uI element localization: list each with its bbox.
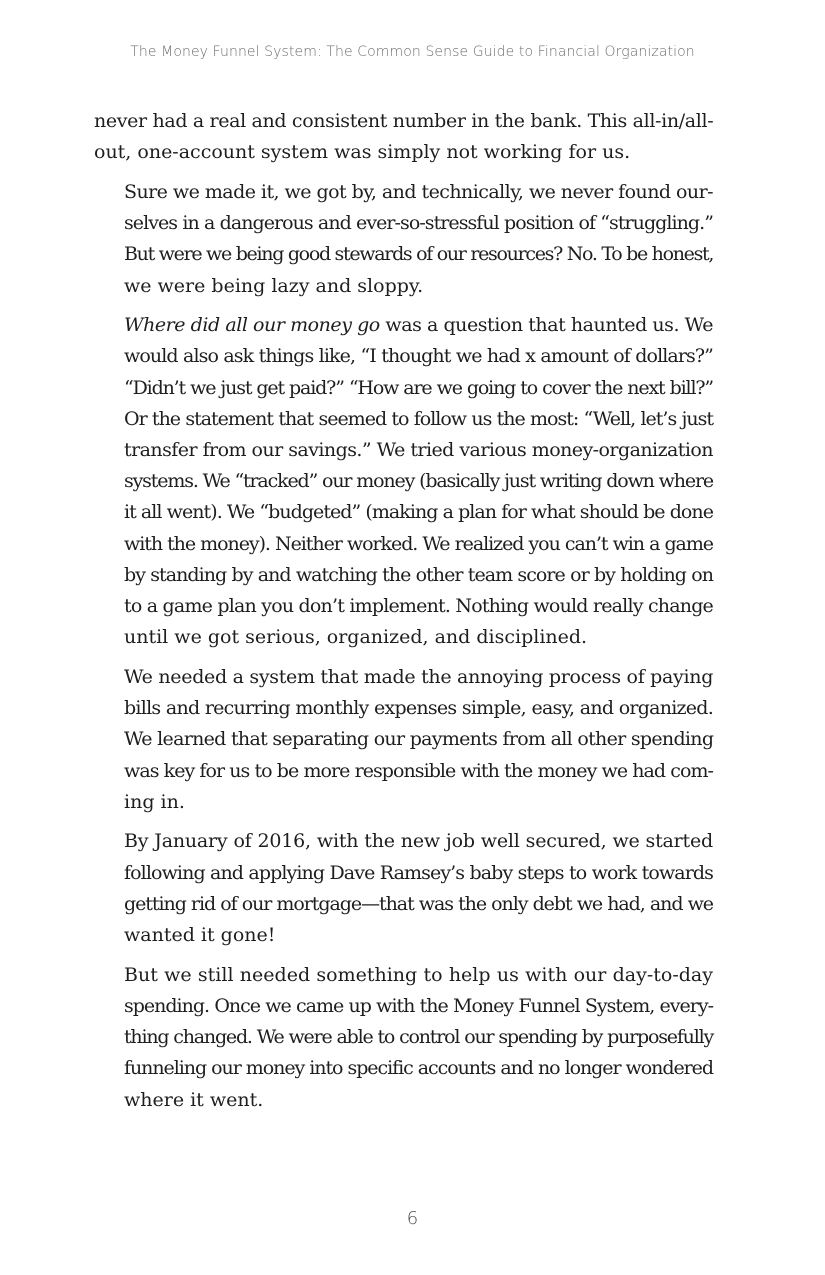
text-line: we were being lazy and sloppy. <box>124 274 424 297</box>
text-line: spending. Once we came up with the Money Funnel System, every- <box>124 994 713 1017</box>
paragraph <box>94 960 713 1116</box>
paragraph <box>94 106 713 168</box>
text-line: Sure we made it, we got by, and technically, we never found our- <box>124 180 713 203</box>
text-run: was a question that haunted us. We <box>379 314 713 337</box>
text-line: it all went). We “budgeted” (making a plan for what should be done <box>124 501 713 524</box>
text-line: funneling our money into specific accounts and no longer wondered <box>124 1057 713 1080</box>
text-line: transfer from our savings.” We tried various money-organization <box>124 439 713 462</box>
text-line: never had a real and consistent number in the bank. This all-in/all- <box>94 110 714 132</box>
text-line: would also ask things like, “I thought we had x amount of dollars?” <box>124 345 713 368</box>
text-line: ing in. <box>124 790 185 813</box>
text-line: wanted it gone! <box>124 924 276 947</box>
text-line: thing changed. We were able to control our spending by purposefully <box>124 1026 713 1049</box>
text-line: selves in a dangerous and ever-so-stressful position of “struggling.” <box>124 212 713 235</box>
text-line: was key for us to be more responsible with the money we had com- <box>124 759 713 782</box>
text-line: By January of 2016, with the new job well secured, we started <box>124 830 713 853</box>
paragraph <box>94 310 713 653</box>
text-line: where it went. <box>124 1088 264 1111</box>
text-line: But we still needed something to help us with our day-to-day <box>124 963 713 986</box>
text-line <box>94 310 713 341</box>
text-line: “Didn’t we just get paid?” “How are we going to cover the next bill?” <box>124 376 713 399</box>
text-line: We learned that separating our payments from all other spending <box>124 728 714 751</box>
text-line: Or the statement that seemed to follow us the most: “Well, let’s just <box>124 407 713 430</box>
text-line: systems. We “tracked” our money (basically just writing down where <box>124 470 713 493</box>
text-line: to a game plan you don’t implement. Nothing would really change <box>124 595 713 618</box>
page-number: 6 <box>406 1208 419 1229</box>
text-line: We needed a system that made the annoying process of paying <box>124 665 714 688</box>
running-head: The Money Funnel System: The Common Sense Guide to Financial Organization <box>130 44 695 60</box>
text-line: with the money). Neither worked. We realized you can’t win a game <box>124 532 713 555</box>
text-line: out, one-account system was simply not working for us. <box>94 141 631 164</box>
paragraph <box>94 826 713 951</box>
paragraph <box>94 177 713 302</box>
paragraph <box>94 662 713 818</box>
text-line: But were we being good stewards of our resources? No. To be honest, <box>124 243 714 266</box>
text-line: getting rid of our mortgage—that was the only debt we had, and we <box>124 892 713 915</box>
text-line: until we got serious, organized, and disciplined. <box>124 626 588 649</box>
text-line: following and applying Dave Ramsey’s baby steps to work towards <box>124 861 713 884</box>
italic-phrase: Where did all our money go <box>124 314 380 337</box>
text-line: by standing by and watching the other team score or by holding on <box>124 563 713 586</box>
text-line: bills and recurring monthly expenses simple, easy, and organized. <box>124 697 713 720</box>
body-text <box>94 106 713 1124</box>
